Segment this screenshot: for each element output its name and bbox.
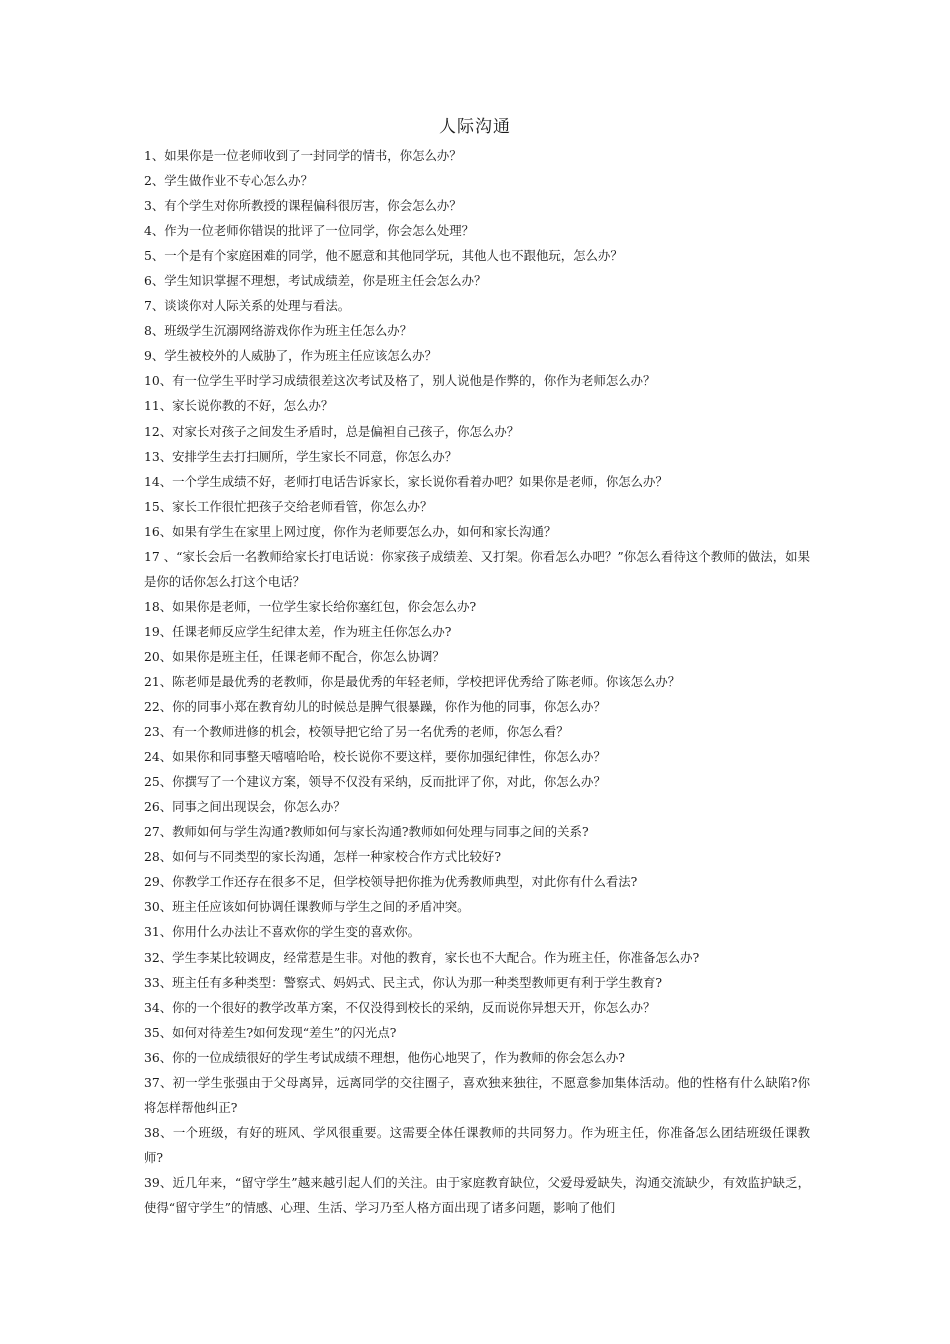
- question-item: 24、如果你和同事整天嘻嘻哈哈，校长说你不要这样，要你加强纪律性，你怎么办？: [144, 749, 606, 765]
- question-item: 15、家长工作很忙把孩子交给老师看管，你怎么办？: [144, 498, 433, 514]
- question-item: 22、你的同事小郑在教育幼儿的时候总是脾气很暴躁，你作为他的同事，你怎么办？: [144, 699, 606, 715]
- question-item: 19、任课老师反应学生纪律太差，作为班主任你怎么办?: [144, 623, 452, 639]
- question-item: 35、如何对待差生?如何发现“差生”的闪光点?: [144, 1024, 397, 1040]
- question-item: 37、初一学生张强由于父母离异，远离同学的交往圈子，喜欢独来独往，不愿意参加集体活动。他的性格有什么缺陷?你将怎样帮他纠正?: [144, 1074, 810, 1115]
- question-item: 10、有一位学生平时学习成绩很差这次考试及格了，别人说他是作弊的，你作为老师怎么办？: [144, 373, 656, 389]
- question-item: 11、家长说你教的不好，怎么办？: [144, 398, 334, 414]
- question-item: 36、你的一位成绩很好的学生考试成绩不理想，他伤心地哭了，作为教师的你会怎么办?: [144, 1049, 625, 1065]
- question-item: 27、教师如何与学生沟通?教师如何与家长沟通?教师如何处理与同事之间的关系?: [144, 824, 589, 840]
- question-item: 34、你的一个很好的教学改革方案，不仅没得到校长的采纳，反而说你异想天开，你怎么办？: [144, 999, 656, 1015]
- question-item: 20、如果你是班主任，任课老师不配合，你怎么协调？: [144, 648, 445, 664]
- question-item: 13、安排学生去打扫厕所，学生家长不同意，你怎么办？: [144, 448, 458, 464]
- question-item: 9、学生被校外的人威胁了，作为班主任应该怎么办？: [144, 348, 437, 364]
- question-item: 3、有个学生对你所教授的课程偏科很厉害，你会怎么办？: [144, 198, 462, 214]
- question-item: 14、一个学生成绩不好，老师打电话告诉家长，家长说你看着办吧？如果你是老师，你怎么办？: [144, 473, 668, 489]
- question-item: 25、你撰写了一个建议方案，领导不仅没有采纳，反而批评了你，对此，你怎么办？: [144, 774, 606, 790]
- question-item: 7、谈谈你对人际关系的处理与看法。: [144, 298, 351, 314]
- question-item: 28、如何与不同类型的家长沟通，怎样一种家校合作方式比较好?: [144, 849, 501, 865]
- question-item: 16、如果有学生在家里上网过度，你作为老师要怎么办，如何和家长沟通？: [144, 523, 557, 539]
- question-item: 30、班主任应该如何协调任课教师与学生之间的矛盾冲突。: [144, 899, 470, 915]
- question-item: 38、一个班级，有好的班风、学风很重要。这需要全体任课教师的共同努力。作为班主任，你准备怎么团结班级任课教师?: [144, 1124, 810, 1165]
- question-item: 5、一个是有个家庭困难的同学，他不愿意和其他同学玩，其他人也不跟他玩，怎么办？: [144, 248, 623, 264]
- question-item: 6、学生知识掌握不理想，考试成绩差，你是班主任会怎么办？: [144, 273, 487, 289]
- question-item: 1、如果你是一位老师收到了一封同学的情书，你怎么办？: [144, 148, 462, 163]
- question-list: [144, 143, 810, 1220]
- question-item: 32、学生李某比较调皮，经常惹是生非。对他的教育，家长也不大配合。作为班主任，你准备怎么办?: [144, 949, 700, 965]
- question-item: 31、你用什么办法让不喜欢你的学生变的喜欢你。: [144, 924, 420, 940]
- question-item: 18、如果你是老师，一位学生家长给你塞红包，你会怎么办?: [144, 598, 477, 614]
- document-title: 人际沟通: [439, 117, 511, 137]
- question-item: 8、班级学生沉溺网络游戏你作为班主任怎么办？: [144, 323, 413, 339]
- question-item: 33、班主任有多种类型：警察式、妈妈式、民主式，你认为那一种类型教师更有利于学生教育?: [144, 974, 663, 990]
- question-item: 2、学生做作业不专心怎么办？: [144, 173, 313, 189]
- question-item: 29、你教学工作还存在很多不足，但学校领导把你推为优秀教师典型，对此你有什么看法?: [144, 874, 638, 890]
- question-item: 17 、“家长会后一名教师给家长打电话说：你家孩子成绩差、又打架。你看怎么办吧？”你怎么看待这个教师的做法，如果是你的话你怎么打这个电话？: [144, 548, 810, 589]
- question-item: 12、对家长对孩子之间发生矛盾时，总是偏袒自己孩子，你怎么办？: [144, 423, 520, 439]
- question-item: 21、陈老师是最优秀的老教师，你是最优秀的年轻老师，学校把评优秀给了陈老师。你该怎么办？: [144, 673, 681, 689]
- question-item: 26、同事之间出现误会，你怎么办？: [144, 799, 346, 815]
- question-item: 23、有一个教师进修的机会，校领导把它给了另一名优秀的老师，你怎么看？: [144, 724, 569, 740]
- question-item: 4、作为一位老师你错误的批评了一位同学，你会怎么处理？: [144, 223, 475, 239]
- question-item: 39、近几年来，“留守学生”越来越引起人们的关注。由于家庭教育缺位，父爱母爱缺失，沟通交流缺少，有效监护缺乏，使得“留守学生”的情感、心理、生活、学习乃至人格方面出现了诸多问题，影响了他们: [144, 1174, 810, 1215]
